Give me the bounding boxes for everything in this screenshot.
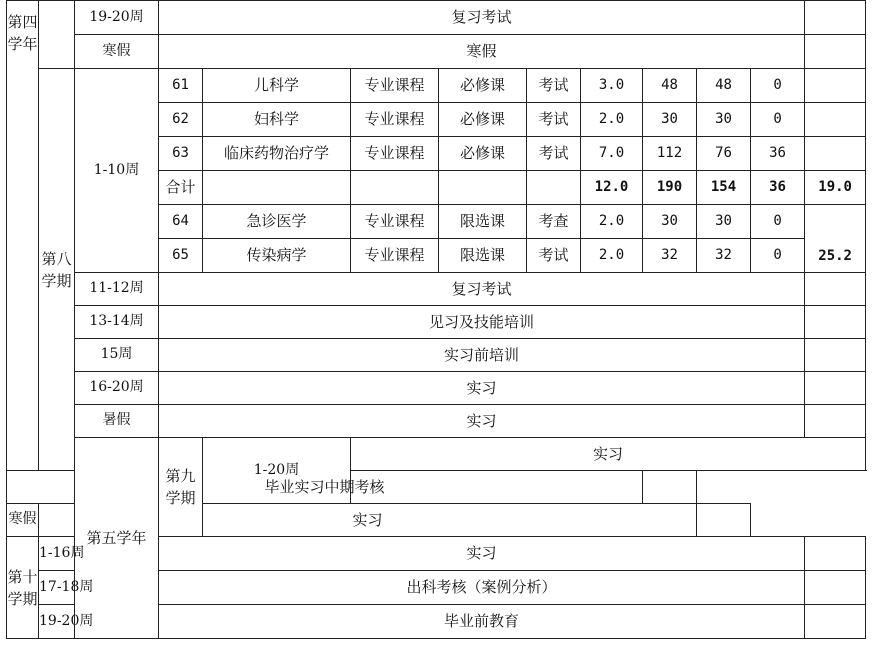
weekly-hours-cell xyxy=(805,273,866,306)
period-cell: 1-10周 xyxy=(75,69,159,273)
weekly-hours-cell xyxy=(805,1,866,35)
table-row xyxy=(7,1,866,35)
activity-cell: 实习 xyxy=(39,504,697,537)
weekly-hours-cell xyxy=(805,306,866,339)
course-type: 专业课程 xyxy=(351,137,439,171)
course-hours: 30 xyxy=(643,205,697,239)
table-row xyxy=(7,405,866,438)
subtotal-label: 合计 xyxy=(159,171,203,205)
empty-cell xyxy=(527,171,581,205)
weekly-hours-cell xyxy=(805,103,866,137)
course-theory: 76 xyxy=(697,137,751,171)
semester-label-empty xyxy=(39,1,75,69)
table-row xyxy=(7,273,866,306)
course-hours: 30 xyxy=(643,103,697,137)
course-practice: 0 xyxy=(751,103,805,137)
table-row xyxy=(7,372,866,405)
subtotal-hours: 190 xyxy=(643,171,697,205)
course-theory: 30 xyxy=(697,103,751,137)
week-cell: 1-16周 xyxy=(39,537,75,571)
week-cell: 16-20周 xyxy=(75,372,159,405)
course-type: 专业课程 xyxy=(351,69,439,103)
activity-cell: 毕业前教育 xyxy=(159,605,805,639)
weekly-hours-cell xyxy=(697,504,751,537)
week-cell: 11-12周 xyxy=(75,273,159,306)
course-no: 65 xyxy=(159,239,203,273)
course-theory: 48 xyxy=(697,69,751,103)
year-label: 第四学年 xyxy=(7,1,39,471)
activity-cell: 毕业实习中期考核 xyxy=(7,471,643,504)
course-name: 临床药物治疗学 xyxy=(203,137,351,171)
course-hours: 32 xyxy=(643,239,697,273)
activity-cell: 出科考核（案例分析） xyxy=(159,571,805,605)
subtotal-weekly: 19.0 xyxy=(805,171,866,205)
course-type: 专业课程 xyxy=(351,239,439,273)
course-name: 急诊医学 xyxy=(203,205,351,239)
subtotal-credit: 12.0 xyxy=(581,171,643,205)
weekly-hours-cell xyxy=(805,571,866,605)
empty-cell xyxy=(351,171,439,205)
week-cell: 19-20周 xyxy=(75,1,159,35)
course-schedule-table xyxy=(6,0,866,639)
course-no: 61 xyxy=(159,69,203,103)
table-row xyxy=(7,471,866,504)
course-no: 62 xyxy=(159,103,203,137)
weekly-hours-cell xyxy=(805,372,866,405)
weekly-hours-cell xyxy=(805,537,866,571)
week-cell: 13-14周 xyxy=(75,306,159,339)
course-hours: 48 xyxy=(643,69,697,103)
weekly-hours-cell: 25.2 xyxy=(805,205,866,273)
course-credit: 2.0 xyxy=(581,205,643,239)
table-row xyxy=(7,306,866,339)
course-credit: 2.0 xyxy=(581,239,643,273)
course-credit: 3.0 xyxy=(581,69,643,103)
course-practice: 0 xyxy=(751,205,805,239)
activity-cell: 实习 xyxy=(159,537,805,571)
week-cell: 寒假 xyxy=(75,35,159,69)
course-req: 限选课 xyxy=(439,205,527,239)
empty-cell xyxy=(203,171,351,205)
course-practice: 0 xyxy=(751,239,805,273)
week-cell: 19-20周 xyxy=(39,605,75,639)
course-credit: 7.0 xyxy=(581,137,643,171)
course-req: 必修课 xyxy=(439,137,527,171)
weekly-hours-cell xyxy=(805,69,866,103)
course-theory: 30 xyxy=(697,205,751,239)
weekly-hours-cell xyxy=(805,35,866,69)
weekly-hours-cell xyxy=(805,339,866,372)
weekly-hours-cell xyxy=(643,471,697,504)
semester-label: 第九学期 xyxy=(159,438,203,537)
course-req: 必修课 xyxy=(439,69,527,103)
subtotal-theory: 154 xyxy=(697,171,751,205)
course-type: 专业课程 xyxy=(351,205,439,239)
course-type: 专业课程 xyxy=(351,103,439,137)
week-cell: 寒假 xyxy=(7,504,39,537)
course-no: 63 xyxy=(159,137,203,171)
weekly-hours-cell xyxy=(805,405,866,438)
activity-cell: 复习考试 xyxy=(159,1,805,35)
course-exam: 考试 xyxy=(527,239,581,273)
course-exam: 考查 xyxy=(527,205,581,239)
course-req: 限选课 xyxy=(439,239,527,273)
table-row xyxy=(7,339,866,372)
activity-cell: 见习及技能培训 xyxy=(159,306,805,339)
activity-cell: 复习考试 xyxy=(159,273,805,306)
week-cell: 暑假 xyxy=(75,405,159,438)
course-exam: 考试 xyxy=(527,137,581,171)
course-practice: 0 xyxy=(751,69,805,103)
activity-cell: 实习 xyxy=(159,372,805,405)
course-practice: 36 xyxy=(751,137,805,171)
week-cell: 17-18周 xyxy=(39,571,75,605)
course-credit: 2.0 xyxy=(581,103,643,137)
course-name: 传染病学 xyxy=(203,239,351,273)
course-exam: 考试 xyxy=(527,69,581,103)
semester-label: 第十学期 xyxy=(7,537,39,639)
activity-cell: 实习 xyxy=(159,405,805,438)
weekly-hours-cell xyxy=(805,137,866,171)
course-name: 妇科学 xyxy=(203,103,351,137)
year-label: 第五学年 xyxy=(75,438,159,639)
semester-label: 第八学期 xyxy=(39,69,75,471)
week-cell: 15周 xyxy=(75,339,159,372)
table-row xyxy=(7,438,866,471)
empty-cell xyxy=(439,171,527,205)
course-exam: 考试 xyxy=(527,103,581,137)
period-cell: 1-20周 xyxy=(203,438,351,504)
course-name: 儿科学 xyxy=(203,69,351,103)
activity-cell: 实习 xyxy=(351,438,866,471)
course-hours: 112 xyxy=(643,137,697,171)
weekly-hours-cell xyxy=(805,605,866,639)
course-req: 必修课 xyxy=(439,103,527,137)
course-theory: 32 xyxy=(697,239,751,273)
course-no: 64 xyxy=(159,205,203,239)
activity-cell: 实习前培训 xyxy=(159,339,805,372)
subtotal-practice: 36 xyxy=(751,171,805,205)
table-row xyxy=(7,35,866,69)
table-row xyxy=(7,69,866,103)
activity-cell: 寒假 xyxy=(159,35,805,69)
